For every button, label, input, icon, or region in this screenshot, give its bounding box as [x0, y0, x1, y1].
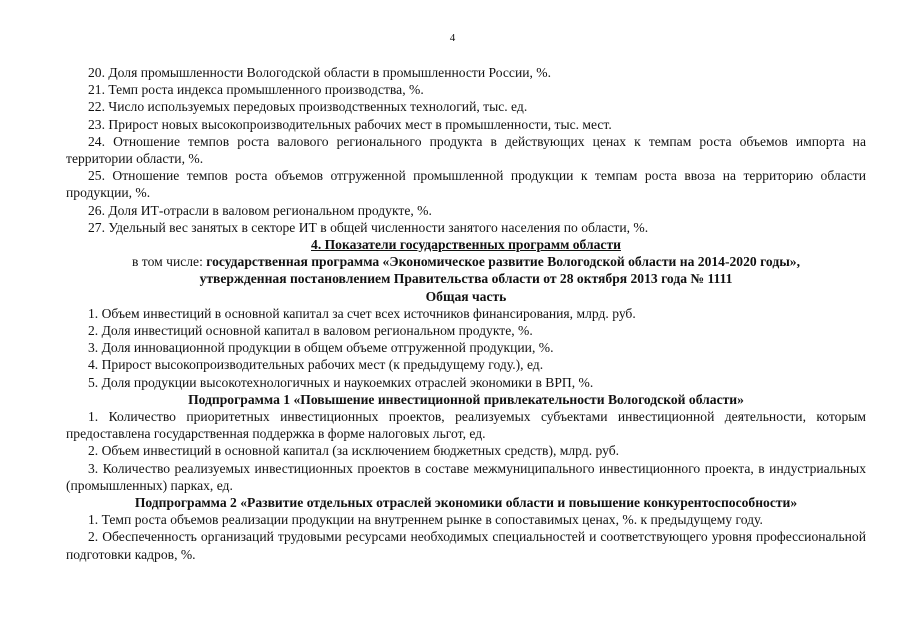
list-item: 27. Удельный вес занятых в секторе ИТ в общей численности занятого населения по области, %. [88, 219, 649, 235]
list-item: 3. Доля инновационной продукции в общем объеме отгруженной продукции, %. [88, 340, 554, 356]
document-body [66, 64, 866, 563]
subprogram-1-heading: Подпрограмма 1 «Повышение инвестиционной привлекательности Вологодской области» [188, 391, 744, 407]
program-line-2: утвержденная постановлением Правительства области от 28 октября 2013 года № 1111 [199, 271, 733, 287]
list-item: 2. Объем инвестиций в основной капитал (за исключением бюджетных средств), млрд. руб. [88, 443, 620, 459]
list-item: 2. Обеспеченность организаций трудовыми ресурсами необходимых специальностей и соответствующего уровня профессиональной подготовки кадров, %. [66, 529, 866, 562]
page-number: 4 [449, 32, 456, 44]
list-item: 25. Отношение темпов роста объемов отгруженной промышленной продукции к темпам роста ввоза на территорию области продукции, %. [66, 168, 866, 201]
subprogram-2-heading: Подпрограмма 2 «Развитие отдельных отраслей экономики области и повышение конкурентоспособности» [134, 495, 798, 511]
list-item: 1. Объем инвестиций в основной капитал за счет всех источников финансирования, млрд. руб. [88, 305, 636, 321]
list-item: 26. Доля ИТ-отрасли в валовом региональном продукте, %. [88, 202, 432, 218]
list-item: 21. Темп роста индекса промышленного производства, %. [88, 82, 424, 98]
list-item: 1. Количество приоритетных инвестиционных проектов, реализуемых субъектами инвестиционной деятельности, которым предоставлена государственная поддержка в форме налоговых льгот, ед. [66, 409, 866, 442]
list-item: 3. Количество реализуемых инвестиционных проектов в составе межмуниципального инвестиционного проекта, в индустриальных (промышленных) парках, ед. [66, 460, 866, 493]
section-heading: 4. Показатели государственных программ области [311, 237, 621, 253]
list-item: 22. Число используемых передовых производственных технологий, тыс. ед. [88, 99, 528, 115]
list-item: 5. Доля продукции высокотехнологичных и наукоемких отраслей экономики в ВРП, %. [88, 374, 594, 390]
list-item: 23. Прирост новых высокопроизводительных рабочих мест в промышленности, тыс. мест. [88, 116, 612, 132]
list-item: 24. Отношение темпов роста валового регионального продукта в действующих ценах к темпам роста объемов импорта на территории области, %. [66, 133, 866, 167]
list-item: 20. Доля промышленности Вологодской области в промышленности России, %. [88, 65, 552, 80]
list-item: 4. Прирост высокопроизводительных рабочих мест (к предыдущему году.), ед. [88, 357, 544, 373]
program-title [66, 253, 866, 270]
program-prefix: в том числе: [131, 254, 207, 270]
program-line-1: государственная программа «Экономическое развитие Вологодской области на 2014-2020 годы», [206, 254, 801, 270]
list-item: 2. Доля инвестиций основной капитал в валовом региональном продукте, %. [88, 323, 533, 339]
list-item: 1. Темп роста объемов реализации продукции на внутреннем рынке в сопоставимых ценах, %. к предыдущему году. [88, 512, 763, 528]
general-heading: Общая часть [425, 288, 507, 304]
